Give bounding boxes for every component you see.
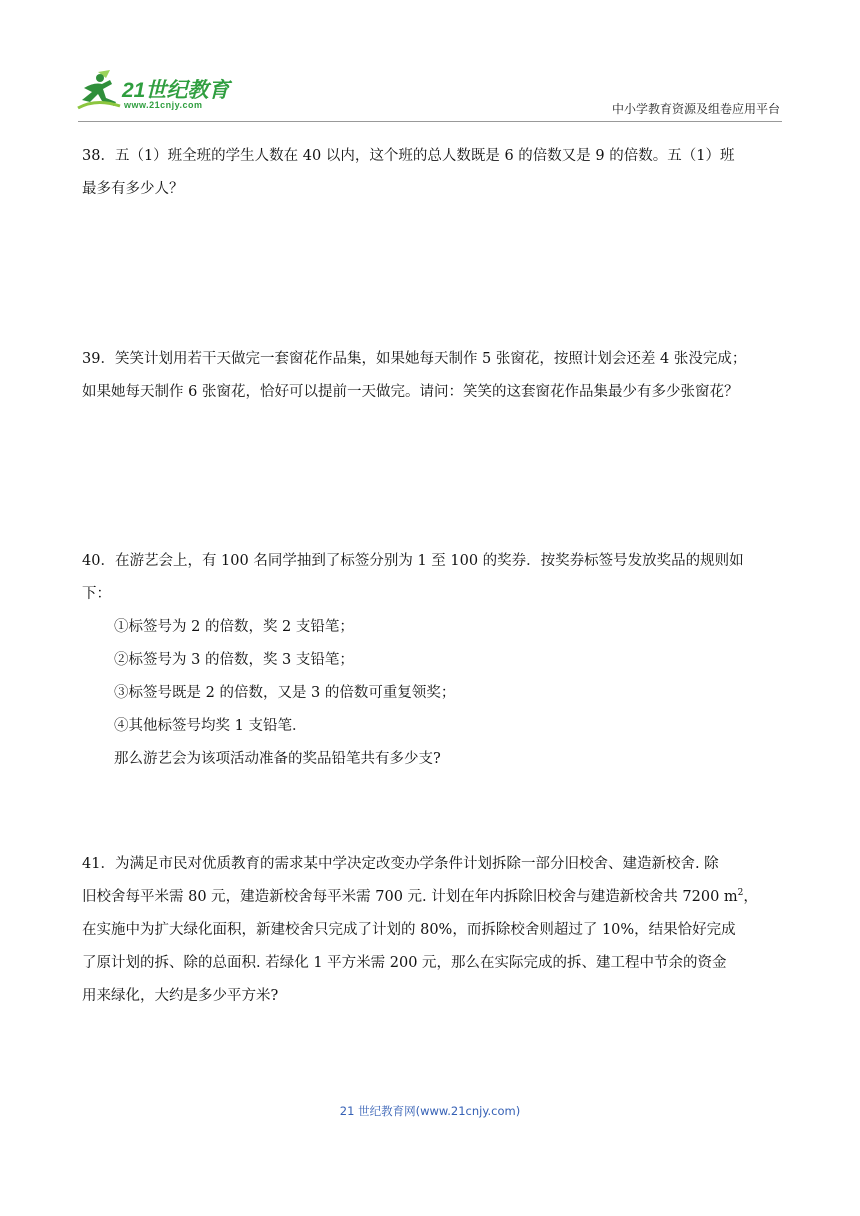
superscript: 2 xyxy=(737,888,744,899)
question-text-line: 了原计划的拆、除的总面积. 若绿化 1 平方米需 200 元，那么在实际完成的拆、建工程中节余的资金 xyxy=(82,955,727,971)
platform-name: 中小学教育资源及组卷应用平台 xyxy=(611,102,780,116)
line-punct: ， xyxy=(743,889,758,905)
question-text-line: 在实施中为扩大绿化面积，新建校舍只完成了计划的 80%，而拆除校舍则超过了 10%，结果恰好完成 xyxy=(82,922,736,938)
header-divider xyxy=(78,121,782,122)
question-text-line: 38．五（1）班全班的学生人数在 40 以内，这个班的总人数既是 6 的倍数又是 9 的倍数。五（1）班 xyxy=(82,148,735,164)
question-text-line: 下： xyxy=(82,586,111,602)
question-41 xyxy=(82,848,782,1013)
question-38 xyxy=(82,140,782,206)
rule-item: ③标签号既是 2 的倍数，又是 3 的倍数可重复领奖； xyxy=(114,685,456,701)
site-logo[interactable] xyxy=(76,68,246,116)
question-text-line: 最多有多少人？ xyxy=(82,181,184,197)
page-footer[interactable]: 21 世纪教育网(www.21cnjy.com) xyxy=(339,1104,521,1118)
rule-item: ①标签号为 2 的倍数，奖 2 支铅笔； xyxy=(114,619,354,635)
question-text-line: 如果她每天制作 6 张窗花，恰好可以提前一天做完。请问：笑笑的这套窗花作品集最少有多少张窗花？ xyxy=(82,384,739,400)
page-header xyxy=(0,0,860,130)
logo-url: www.21cnjy.com xyxy=(124,100,203,110)
runner-logo-icon xyxy=(76,68,122,112)
question-39 xyxy=(82,343,782,409)
question-prompt: 那么游艺会为该项活动准备的奖品铅笔共有多少支? xyxy=(114,751,441,767)
question-text-line: 40．在游艺会上，有 100 名同学抽到了标签分别为 1 至 100 的奖券．按奖券标签号发放奖品的规则如 xyxy=(82,553,744,569)
rule-item: ②标签号为 3 的倍数，奖 3 支铅笔； xyxy=(114,652,354,668)
question-text-line: 用来绿化，大约是多少平方米? xyxy=(82,988,279,1004)
question-40 xyxy=(82,545,782,776)
logo-title: 21世纪教育 xyxy=(122,79,230,102)
question-text-line: 39．笑笑计划用若干天做完一套窗花作品集，如果她每天制作 5 张窗花，按照计划会还差 4 张没完成； xyxy=(82,351,747,367)
question-text-line xyxy=(82,881,782,914)
question-text-line: 41．为满足市民对优质教育的需求某中学决定改变办学条件计划拆除一部分旧校舍、建造新校舍. 除 xyxy=(82,856,719,872)
line-text: 旧校舍每平米需 80 元，建造新校舍每平米需 700 元. 计划在年内拆除旧校舍与建造新校舍共 7200 m xyxy=(82,889,738,905)
rule-item: ④其他标签号均奖 1 支铅笔． xyxy=(114,718,307,734)
